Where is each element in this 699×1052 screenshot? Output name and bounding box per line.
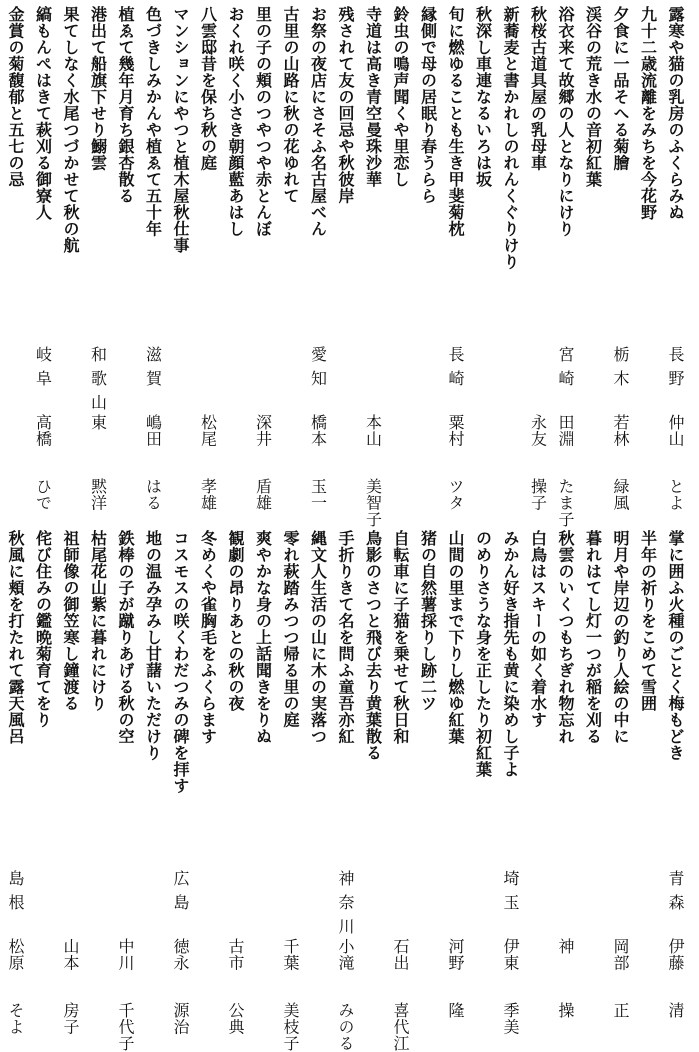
haiku-column (111, 6, 139, 516)
prefecture-label: 滋賀 (143, 346, 163, 394)
haiku-column (194, 6, 222, 516)
haiku-column (56, 530, 84, 1040)
haiku-text: 鳥影のさつと飛び去り黄葉散る (363, 530, 383, 761)
prefecture-label: 青森 (666, 870, 685, 918)
author-given-name: ツタ (446, 478, 465, 511)
haiku-text: 祖師像の御笠寒し鐘渡る (61, 530, 80, 712)
haiku-text: 鉄棒の子が蹴りあげる秋の空 (116, 530, 135, 745)
author-family-name: 小滝 (336, 938, 355, 971)
haiku-column (29, 6, 57, 516)
author-family-name: 松原 (6, 938, 25, 971)
haiku-text: のめりさうな身を正したり初紅葉 (473, 530, 493, 778)
prefecture-label: 島根 (6, 870, 25, 918)
haiku-column (359, 6, 387, 528)
haiku-column (661, 6, 689, 516)
haiku-text: マンションにやつと植木屋秋仕事 (171, 6, 190, 254)
haiku-text: みかん好き指先も黄に染めし子よ (501, 530, 520, 778)
haiku-block-top (6, 6, 689, 528)
haiku-block-bottom (6, 530, 689, 1052)
haiku-text: 爽やかな身の上話聞きをりぬ (253, 530, 273, 745)
prefecture-label: 愛知 (308, 346, 328, 394)
author-given-name: 喜代江 (391, 1002, 410, 1052)
haiku-column (221, 6, 249, 516)
haiku-column (111, 530, 139, 1052)
haiku-column (469, 530, 497, 1040)
haiku-text: 地の温み孕みし甘藷いただけり (143, 530, 163, 761)
haiku-text: 浴衣来て故郷の人となりにけり (556, 6, 575, 237)
prefecture-label: 和歌山 (88, 346, 108, 418)
haiku-text: 鈴虫の鳴声聞くや里恋し (391, 6, 410, 188)
author-family-name: 橋本 (308, 414, 328, 447)
haiku-text: 白鳥はスキーの如く着水す (528, 530, 548, 728)
haiku-column (166, 6, 194, 516)
haiku-column (441, 530, 469, 1040)
haiku-text: 秋雲のいくつもちぎれ物忘れ (556, 530, 575, 745)
author-family-name: 石出 (391, 938, 410, 971)
haiku-text: 縞もんぺはきて萩刈る御寮人 (33, 6, 53, 221)
author-family-name: 若林 (611, 414, 630, 447)
haiku-text: 残されて友の回忌や秋彼岸 (336, 6, 355, 204)
haiku-column (551, 6, 579, 528)
author-family-name: 嶋田 (143, 414, 163, 447)
author-given-name: 美枝子 (281, 1002, 300, 1052)
haiku-column (551, 530, 579, 1040)
haiku-column (606, 6, 634, 516)
haiku-text: 自転車に子猫を乗せて秋日和 (391, 530, 410, 745)
haiku-column (524, 6, 552, 516)
haiku-column (1, 6, 29, 516)
author-given-name: 季美 (501, 1002, 520, 1035)
prefecture-label: 長崎 (446, 346, 465, 394)
haiku-text: 渓谷の荒き水の音初紅葉 (583, 6, 603, 188)
author-given-name: たま子 (556, 478, 575, 528)
haiku-text: 観劇の昂りあとの秋の夜 (226, 530, 245, 712)
haiku-text: 侘び住みの鑑晩菊育てをり (33, 530, 53, 728)
haiku-column (496, 6, 524, 516)
author-family-name: 粟村 (446, 414, 465, 447)
haiku-column (56, 6, 84, 516)
prefecture-label: 広島 (171, 870, 190, 918)
haiku-text: 新蕎麦と書かれしのれんくぐりけり (501, 6, 520, 270)
haiku-column (194, 530, 222, 1040)
haiku-text: 寺道は高き青空曼珠沙華 (363, 6, 383, 188)
haiku-text: 九十二歳流離をみちを今花野 (638, 6, 658, 221)
author-given-name: 清 (666, 1002, 685, 1019)
haiku-text: 金賞の菊馥郁と五七の忌 (6, 6, 25, 188)
author-given-name: はる (143, 478, 163, 511)
prefecture-label: 岐阜 (33, 346, 53, 394)
author-family-name: 田淵 (556, 414, 575, 447)
haiku-column (634, 6, 662, 516)
haiku-text: 里の子の頬のつやつや赤とんぼ (253, 6, 273, 237)
haiku-column (414, 6, 442, 516)
haiku-column (441, 6, 469, 516)
author-given-name: とよ (666, 478, 685, 511)
haiku-text: 冬めくや雀胸毛をふくらます (198, 530, 218, 745)
author-given-name: 孝雄 (198, 478, 218, 511)
author-family-name: 深井 (253, 414, 273, 447)
author-family-name: 神 (556, 938, 575, 955)
haiku-text: 旬に燃ゆることも生き甲斐菊枕 (446, 6, 465, 237)
haiku-text: コスモスの咲くわだつみの碑を拝す (171, 530, 190, 794)
author-family-name: 河野 (446, 938, 465, 971)
author-family-name: 古市 (226, 938, 245, 971)
haiku-text: 枯尾花山紫に暮れにけり (88, 530, 108, 712)
haiku-column (524, 530, 552, 1040)
author-given-name: 千代子 (116, 1002, 135, 1052)
haiku-column (634, 530, 662, 1040)
haiku-column (496, 530, 524, 1040)
haiku-column (661, 530, 689, 1040)
author-given-name: 房子 (61, 1002, 80, 1035)
haiku-column (84, 530, 112, 1040)
haiku-column (359, 530, 387, 1040)
author-family-name: 伊藤 (666, 938, 685, 971)
author-given-name: 緑風 (611, 478, 630, 511)
haiku-column (84, 6, 112, 516)
haiku-text: 半年の祈りをこめて雪囲 (638, 530, 658, 712)
haiku-text: 露寒や猫の乳房のふくらみぬ (666, 6, 685, 221)
author-family-name: 東 (88, 414, 108, 431)
haiku-text: おくれ咲く小さき朝顔藍あはし (226, 6, 245, 237)
author-family-name: 松尾 (198, 414, 218, 447)
prefecture-label: 宮崎 (556, 346, 575, 394)
haiku-column (414, 530, 442, 1040)
haiku-column (304, 6, 332, 516)
haiku-text: 明月や岸辺の釣り人絵の中に (611, 530, 630, 745)
haiku-text: 八雲邸昔を保ち秋の庭 (198, 6, 218, 171)
haiku-text: 縄文人生活の山に木の実落つ (308, 530, 328, 745)
author-given-name: 玉一 (308, 478, 328, 511)
haiku-text: 港出て船旗下せり鰯雲 (88, 6, 108, 171)
haiku-column (1, 530, 29, 1040)
haiku-column (166, 530, 194, 1040)
author-family-name: 山本 (61, 938, 80, 971)
author-given-name: みのる (336, 1002, 355, 1052)
haiku-text: 秋桜古道具屋の乳母車 (528, 6, 548, 171)
haiku-column (249, 6, 277, 516)
author-given-name: 源治 (171, 1002, 190, 1035)
haiku-column (386, 530, 414, 1052)
prefecture-label: 神奈川 (336, 870, 355, 942)
haiku-column (139, 6, 167, 516)
haiku-column (579, 530, 607, 1040)
author-family-name: 本山 (363, 414, 383, 447)
author-given-name: 黙洋 (88, 478, 108, 511)
haiku-column (331, 6, 359, 516)
haiku-column (139, 530, 167, 1040)
haiku-column (579, 6, 607, 516)
haiku-column (276, 530, 304, 1052)
haiku-text: 果てしなく水尾つづかせて秋の航 (61, 6, 80, 254)
haiku-text: 手折りきて名を問ふ童吾亦紅 (336, 530, 355, 745)
haiku-text: 暮れはてし灯一つが稲を刈る (583, 530, 603, 745)
haiku-column (386, 6, 414, 516)
author-given-name: 盾雄 (253, 478, 273, 511)
prefecture-label: 栃木 (611, 346, 630, 394)
haiku-text: 猪の自然薯採りし跡二ツ (418, 530, 438, 712)
haiku-text: 秋風に頬を打たれて露天風呂 (6, 530, 25, 745)
haiku-text: 古里の山路に秋の花ゆれて (281, 6, 300, 204)
haiku-text: 秋深し車連なるいろは坂 (473, 6, 493, 188)
author-given-name: 美智子 (363, 478, 383, 528)
author-given-name: 操子 (528, 478, 548, 511)
haiku-text: お祭の夜店にさそふ名古屋べん (308, 6, 328, 237)
author-given-name: 公典 (226, 1002, 245, 1035)
author-family-name: 千葉 (281, 938, 300, 971)
prefecture-label: 埼玉 (501, 870, 520, 918)
author-given-name: 操 (556, 1002, 575, 1019)
haiku-column (276, 6, 304, 516)
haiku-text: 零れ萩踏みつつ帰る里の庭 (281, 530, 300, 728)
haiku-text: 縁側で母の居眠り春うらら (418, 6, 438, 204)
author-given-name: 隆 (446, 1002, 465, 1019)
haiku-column (221, 530, 249, 1040)
author-family-name: 高橋 (33, 414, 53, 447)
author-given-name: そよ (6, 1002, 25, 1035)
author-family-name: 永友 (528, 414, 548, 447)
haiku-column (249, 530, 277, 1040)
haiku-column (331, 530, 359, 1052)
haiku-column (29, 530, 57, 1040)
haiku-text: 色づきしみかんや植ゑて五十年 (143, 6, 163, 237)
author-family-name: 岡部 (611, 938, 630, 971)
author-family-name: 伊東 (501, 938, 520, 971)
haiku-text: 植ゑて幾年月育ち銀杏散る (116, 6, 135, 204)
author-family-name: 徳永 (171, 938, 190, 971)
haiku-column (469, 6, 497, 516)
author-family-name: 中川 (116, 938, 135, 971)
haiku-column (304, 530, 332, 1040)
haiku-column (606, 530, 634, 1040)
prefecture-label: 長野 (666, 346, 685, 394)
haiku-text: 夕食に一品そへる菊膾 (611, 6, 630, 171)
haiku-text: 山間の里まで下りし燃ゆ紅葉 (446, 530, 465, 745)
author-given-name: 正 (611, 1002, 630, 1019)
haiku-text: 掌に囲ふ火種のごとく梅もどき (666, 530, 685, 761)
author-family-name: 仲山 (666, 414, 685, 447)
author-given-name: ひで (33, 478, 53, 511)
